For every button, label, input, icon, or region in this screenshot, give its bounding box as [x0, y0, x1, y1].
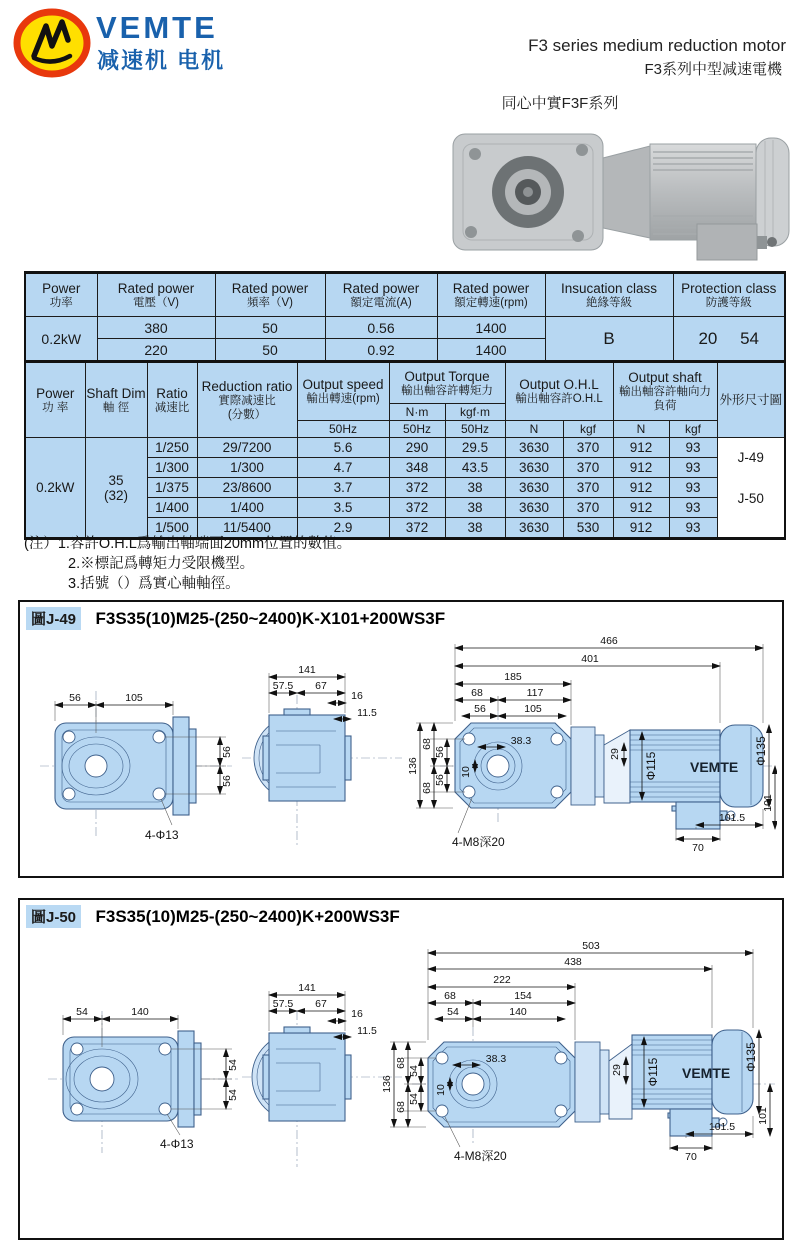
dim-label: 29 — [609, 748, 621, 760]
product-photo — [445, 116, 795, 268]
cell: 1/375 — [147, 478, 197, 498]
dim-label: 105 — [524, 703, 542, 715]
figure-model-number: F3S35(10)M25-(250~2400)K+200WS3F — [95, 907, 400, 926]
dim-label: 16 — [351, 1008, 363, 1020]
assembly-view — [407, 635, 775, 854]
dim-label: 56 — [434, 746, 446, 758]
figure-tag: 圖J-49 — [26, 607, 81, 630]
cell: 912 — [613, 498, 669, 518]
cell: 370 — [563, 478, 613, 498]
dim-label: 57.5 — [272, 680, 294, 692]
photo-gearbox-neck — [603, 146, 650, 238]
dim-label: 67 — [315, 998, 327, 1010]
dim-label: 54 — [227, 1059, 239, 1071]
dim-label: 11.5 — [357, 1025, 377, 1037]
table-header-row — [25, 273, 785, 317]
dim-label: 38.3 — [485, 1053, 507, 1065]
dimension-drawing-j49 — [20, 633, 777, 871]
front-view — [40, 691, 233, 842]
speed-value: 1400 — [437, 317, 545, 339]
cell: 3630 — [505, 498, 563, 518]
insulation-value: B — [545, 317, 673, 362]
dim-label: 10 — [460, 766, 472, 778]
figure-box-j50 — [18, 898, 784, 1240]
hole-spec-label: 4-M8深20 — [452, 835, 505, 849]
col-header-output-ohl: Output O.H.L 輸出軸容許O.H.L — [505, 362, 613, 421]
unit-nm: N·m — [389, 404, 445, 421]
current-value: 0.56 — [325, 317, 437, 339]
col-header-insulation: Insucation class 絶緣等級 — [545, 273, 673, 317]
cell: 23/8600 — [197, 478, 297, 498]
hole-spec-label: 4-M8深20 — [454, 1149, 507, 1163]
performance-table — [24, 361, 786, 540]
cell: 3630 — [505, 438, 563, 458]
dim-label: 54 — [76, 1006, 88, 1018]
shaft-dim-paren: (32) — [103, 487, 128, 503]
dim-label: 101.5 — [718, 812, 746, 824]
protection-value: 20 54 — [673, 317, 785, 362]
cell: 93 — [669, 458, 717, 478]
figure-model-number: F3S35(10)M25-(250~2400)K-X101+200WS3F — [95, 609, 446, 628]
col-header-output-torque: Output Torque 輸出軸容許轉矩力 — [389, 362, 505, 404]
figure-tag: 圖J-50 — [26, 905, 81, 928]
col-header-ratio: Ratio 减速比 — [147, 362, 197, 438]
dim-label: 466 — [600, 635, 618, 647]
dim-label: 56 — [474, 703, 486, 715]
unit-kgfm: kgf·m — [445, 404, 505, 421]
dim-label: 70 — [685, 1151, 697, 1163]
col-header-voltage: Rated power 電壓（V) — [97, 273, 215, 317]
dim-label: 54 — [408, 1065, 420, 1077]
dim-label: Φ115 — [644, 751, 658, 781]
cell: 29.5 — [445, 438, 505, 458]
dim-label: 101.5 — [708, 1121, 736, 1133]
col-header-power: Power 功率 — [25, 273, 97, 317]
col-header-protection: Protection class 防護等級 — [673, 273, 785, 317]
dim-label: 101 — [762, 794, 774, 812]
dim-label: Φ115 — [646, 1057, 660, 1087]
side-profile-view — [242, 982, 402, 1167]
col-header-reduction-ratio: Reduction ratio 實際减速比 (分數） — [197, 362, 297, 438]
voltage-value: 380 — [97, 317, 215, 339]
voltage-value: 220 — [97, 339, 215, 362]
cell: 372 — [389, 478, 445, 498]
col-header-shaft-dim: Shaft Dim 軸 徑 — [85, 362, 147, 438]
unit-kgf: kgf — [669, 421, 717, 438]
cell: 93 — [669, 498, 717, 518]
dimension-drawing-j50 — [20, 931, 777, 1231]
cell: 3630 — [505, 478, 563, 498]
dim-label: Φ135 — [744, 1042, 758, 1072]
note-line-3: 3.括號（）爲實心軸軸徑。 — [68, 576, 240, 592]
dim-label: 68 — [444, 990, 456, 1002]
freq-label: 50Hz — [297, 421, 389, 438]
dim-label: 105 — [125, 692, 143, 704]
dim-label: 54 — [408, 1093, 420, 1105]
note-line-2: 2.※標記爲轉矩力受限機型。 — [68, 556, 255, 572]
footnotes — [24, 534, 351, 594]
dim-label: 57.5 — [272, 998, 294, 1010]
unit-n: N — [613, 421, 669, 438]
col-header-frequency: Rated power 頻率（V) — [215, 273, 325, 317]
dim-label: 16 — [351, 690, 363, 702]
dim-label: 117 — [526, 687, 544, 699]
col-header-dimension-figure: 外形尺寸圖 — [717, 362, 785, 438]
figure-ref-cell — [717, 438, 785, 539]
col-header-speed: Rated power 額定轉速(rpm) — [437, 273, 545, 317]
cell: 93 — [669, 438, 717, 458]
cell: 3630 — [505, 458, 563, 478]
figure-title-j49 — [20, 602, 782, 633]
dim-label: 140 — [131, 1006, 149, 1018]
front-view — [48, 1006, 239, 1153]
dim-label: 56 — [221, 775, 233, 787]
dim-label: 29 — [611, 1064, 623, 1076]
cell: 290 — [389, 438, 445, 458]
dim-label: 68 — [395, 1101, 407, 1113]
cell: 370 — [563, 498, 613, 518]
assembly-view — [381, 940, 775, 1163]
dim-label: 154 — [514, 990, 532, 1002]
cell: 38 — [445, 498, 505, 518]
cell: 912 — [613, 458, 669, 478]
cell: 912 — [613, 518, 669, 539]
cell: 3.5 — [297, 498, 389, 518]
col-header-output-shaft: Output shaft 輸出軸容許軸向力負荷 — [613, 362, 717, 421]
figure-box-j49 — [18, 600, 784, 878]
dim-label: 438 — [564, 956, 582, 968]
cell: 11/5400 — [197, 518, 297, 539]
cell: 4.7 — [297, 458, 389, 478]
cell: 3630 — [505, 518, 563, 539]
col-header-power: Power 功 率 — [25, 362, 85, 438]
series-subtitle: 同心中實F3F系列 — [501, 95, 619, 112]
cell: 372 — [389, 518, 445, 539]
table-row — [25, 317, 785, 339]
figure-ref-j50: J-50 — [737, 490, 764, 506]
page-title-zh: F3系列中型减速電機 — [644, 61, 782, 78]
dim-label: 54 — [227, 1089, 239, 1101]
frequency-value: 50 — [215, 339, 325, 362]
cell: 372 — [389, 498, 445, 518]
cell: 370 — [563, 458, 613, 478]
speed-value: 1400 — [437, 339, 545, 362]
freq-label: 50Hz — [445, 421, 505, 438]
frequency-value: 50 — [215, 317, 325, 339]
dim-label: 70 — [692, 842, 704, 854]
dim-label: 140 — [509, 1006, 527, 1018]
cell: 1/300 — [197, 458, 297, 478]
side-profile-view — [242, 664, 402, 845]
photo-terminal-box — [697, 224, 757, 260]
col-header-output-speed: Output speed 輸出轉速(rpm) — [297, 362, 389, 421]
dim-label: 68 — [395, 1057, 407, 1069]
cell: 1/400 — [197, 498, 297, 518]
motor-brand-label: VEMTE — [682, 1065, 731, 1081]
cell: 348 — [389, 458, 445, 478]
dim-label: 136 — [381, 1075, 393, 1093]
dim-label: 185 — [504, 671, 522, 683]
cell: 1/300 — [147, 458, 197, 478]
motor-ratings-table — [24, 271, 786, 362]
brand-name: VEMTE — [96, 10, 218, 45]
shaft-dim-main: 35 — [108, 472, 124, 488]
hole-spec-label: 4-Φ13 — [160, 1137, 194, 1151]
cell: 370 — [563, 438, 613, 458]
dim-label: 54 — [447, 1006, 459, 1018]
figure-ref-j49: J-49 — [737, 449, 764, 465]
table-row — [25, 438, 785, 458]
dim-label: 67 — [315, 680, 327, 692]
dim-label: 11.5 — [357, 707, 377, 719]
cell: 912 — [613, 438, 669, 458]
cell: 1/400 — [147, 498, 197, 518]
dim-label: 503 — [582, 940, 600, 952]
cell: 93 — [669, 478, 717, 498]
dim-label: 136 — [407, 757, 419, 775]
power-value: 0.2kW — [25, 438, 85, 539]
cell: 38 — [445, 518, 505, 539]
dim-label: 68 — [421, 782, 433, 794]
cell: 38 — [445, 478, 505, 498]
dim-label: 38.3 — [510, 735, 532, 747]
dim-label: 56 — [69, 692, 81, 704]
cell: 1/500 — [147, 518, 197, 539]
cell: 43.5 — [445, 458, 505, 478]
note-line-1: (注）1.容許O.H.L爲輸出軸端面20mm位置的數值。 — [24, 536, 352, 552]
power-value: 0.2kW — [25, 317, 97, 362]
dim-label: 141 — [298, 664, 316, 676]
shaft-dim-value — [85, 438, 147, 539]
table-header-row — [25, 362, 785, 404]
dim-label: 56 — [434, 774, 446, 786]
dim-label: Φ135 — [754, 736, 768, 766]
cell: 5.6 — [297, 438, 389, 458]
unit-kgf: kgf — [563, 421, 613, 438]
figure-title-j50 — [20, 900, 782, 931]
cell: 2.9 — [297, 518, 389, 539]
cell: 29/7200 — [197, 438, 297, 458]
motor-brand-label: VEMTE — [690, 759, 739, 775]
dim-label: 56 — [221, 746, 233, 758]
dim-label: 222 — [493, 974, 511, 986]
dim-label: 10 — [435, 1084, 447, 1096]
hole-spec-label: 4-Φ13 — [145, 828, 179, 842]
dim-label: 101 — [757, 1107, 769, 1125]
col-header-current: Rated power 額定電流(A) — [325, 273, 437, 317]
unit-n: N — [505, 421, 563, 438]
cell: 912 — [613, 478, 669, 498]
cell: 1/250 — [147, 438, 197, 458]
dim-label: 141 — [298, 982, 316, 994]
page-title: F3 series medium reduction motor — [528, 36, 786, 55]
dim-label: 68 — [421, 738, 433, 750]
cell: 93 — [669, 518, 717, 539]
current-value: 0.92 — [325, 339, 437, 362]
dim-label: 401 — [581, 653, 599, 665]
cell: 530 — [563, 518, 613, 539]
freq-label: 50Hz — [389, 421, 445, 438]
vemte-logo-icon — [10, 6, 94, 78]
dim-label: 68 — [471, 687, 483, 699]
cell: 3.7 — [297, 478, 389, 498]
brand-subtitle: 减速机 电机 — [97, 48, 226, 73]
